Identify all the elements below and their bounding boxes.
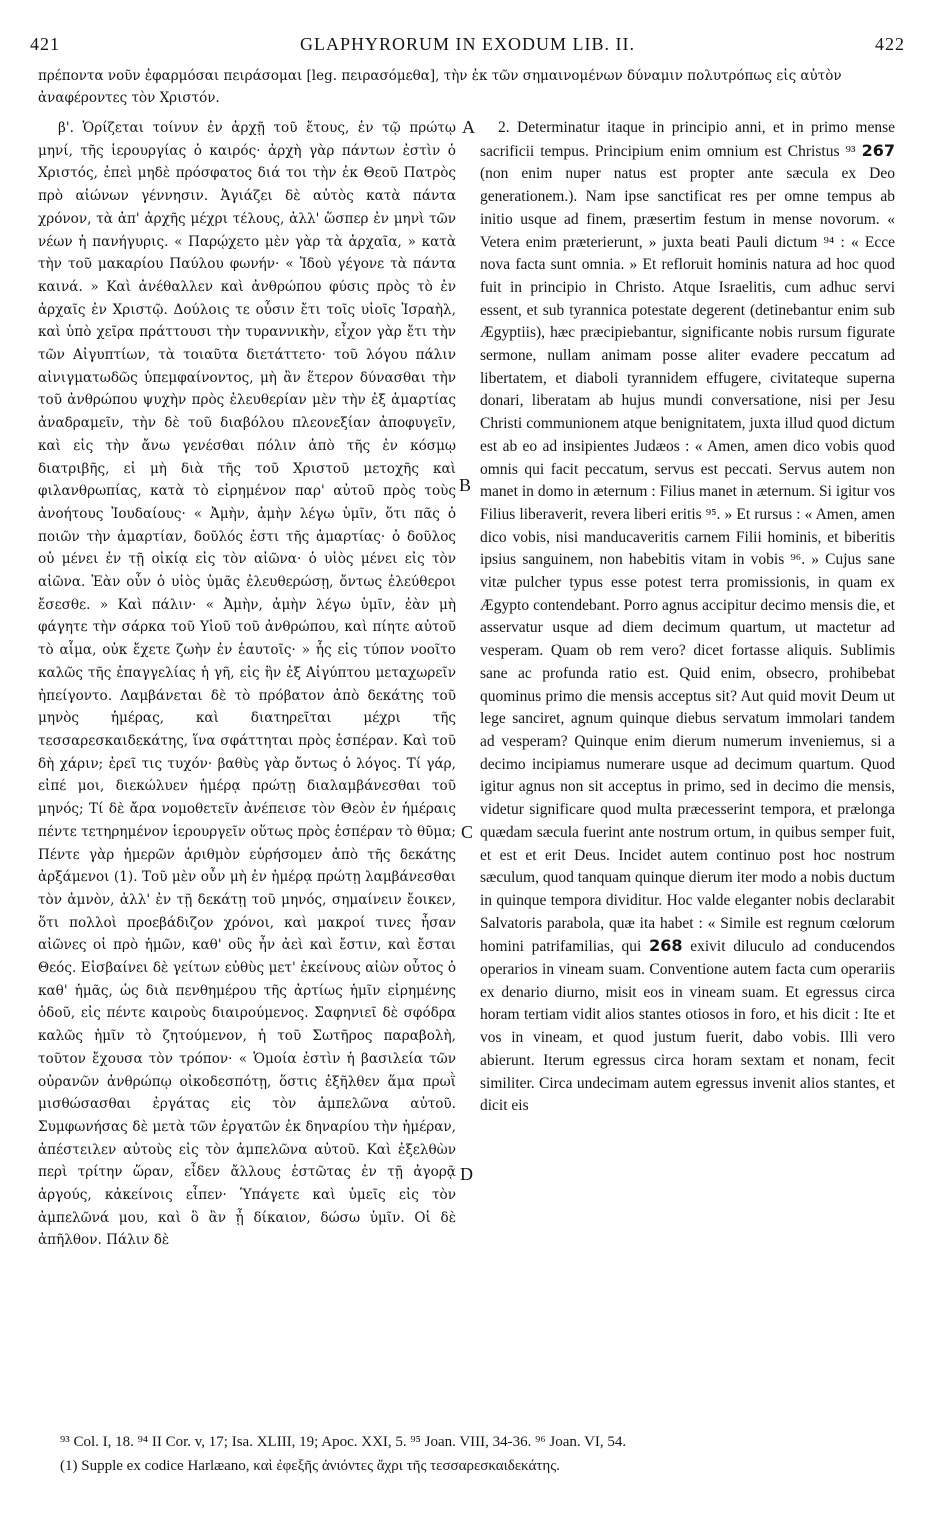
- footnote-references: ⁹³ Col. I, 18. ⁹⁴ II Cor. v, 17; Isa. XLIII, 19; Apoc. XXI, 5. ⁹⁵ Joan. VIII, 34-36. ⁹⁶ Joan. VI, 54.: [60, 1434, 627, 1450]
- page-number-right: 422: [875, 34, 905, 54]
- latin-paragraph: [480, 117, 895, 1118]
- latin-column: [480, 117, 895, 1417]
- greek-column: [38, 117, 456, 1417]
- footnotes: [60, 1430, 903, 1478]
- margin-letter-a: A: [462, 117, 475, 137]
- lead-text: πρέποντα νοῦν ἐφαρμόσαι πειράσομαι [leg. πειρασόμεθα], τὴν ἐκ τῶν σημαινομένων δύναμιν πολυτρόπως εἰς αὐτὸν ἀναφέροντες τὸν Χριστόν.: [38, 68, 842, 106]
- latin-text-part2: (non enim nuper natus est propter ante sæcula ex Deo generationem.). Nam ipse sanctificat res per omne tempus ab initio usque ad finem, præsertim festum in mense novorum. « Vetera enim præterierunt, » juxta beati Pauli dictum ⁹⁴ : « Ecce nova facta sunt omnia. » Et refloruit hominis natura ad hoc quod fuit in principio in Christo. Atque Israelitis, cum adhuc servi essent, et sub tyrannica potestate degerent (detinebantur enim sub Ægyptiis), hæc præcipiebantur, significante nobis rursum figurate sermone, nullam animam posse aliter evadere peccatum ad libertatem, et diaboli tyrannidem effugere, civitateque superna donari, liberatam ab hujus mundi conversatione, nisi per Jesu Christi communionem atque benignitatem, juxta illud quod dictum est ab eo ad insipientes Judæos : « Amen, amen dico vobis quod omnis qui facit peccatum, servus est peccati. Servus autem non manet in domo in æternum : Filius manet in æternum. Si igitur vos Filius liberaverit, revera liberi eritis ⁹⁵. » Et rursus : « Amen, amen dico vobis, nisi manducaveritis carnem Filii hominis, et biberitis ipsius sanguinem, non habebitis vitam in vobis ⁹⁶. » Cujus sane vitæ pulcher typus esse potest terra promissionis, in quam ex Ægypto contendebant. Porro agnus accipitur decimo mensis die, et asservatur usque ad diem decimum quartum, ut mactetur ad vesperam. Quam ob rem vero? dicet fortasse aliquis. Sublimis sane ac profunda ratio est. Quid enim, obsecro, prohibebat quominus primo die mensis acceptus sit? Aut quid movit Deum ut lege sanciret, agnum quinque diebus servatum immolari tandem ad vesperam? Quinque enim dierum numerum inveniemus, si a decimo incipiamus numerare usque ad decimum quartum. Quod igitur agnus non sit acceptus in primo, sed in decimo die mensis, videtur significare quod multa præcesserint tempora, et prælonga quædam sæcula fuerint ante nostrum ortum, in quibus semper fuit, et est et erit Deus. Incidet autem continuo post hoc nostrum sæculum, quod tanquam quinque dierum iter modo a nobis ductum in quinque tempora dividitur. Hoc valde eleganter nobis declarabit Salvatoris parabola, quæ ita habet : « Simile est regnum cœlorum homini patrifamilias, qui: [480, 165, 895, 956]
- running-title: GLAPHYRORUM IN EXODUM LIB. II.: [300, 34, 635, 54]
- column-number-268: 268: [649, 936, 683, 956]
- latin-text-part3: exivit diluculo ad conducendos operarios in vineam suam. Conventione autem facta cum operariis ex denario diurno, misit eos in vineam suam. Et egressus circa horam tertiam vidit alios stantes otiosos in foro, et his dicit : Ite et vos in vineam, et quod justum fuerit, dabo vobis. Illi vero abierunt. Iterum egressus circa horam sextam et nonam, fecit similiter. Circa undecimam autem egressus invenit alios stantes, et dicit eis: [480, 938, 895, 1115]
- page-number-left: 421: [30, 34, 60, 54]
- running-header: [30, 24, 905, 64]
- latin-text-part1: 2. Determinatur itaque in principio anni, et in primo mense sacrificii tempus. Principium enim omnium est Christus ⁹³: [480, 119, 895, 160]
- column-number-267: 267: [861, 140, 895, 160]
- margin-letter-c: C: [461, 822, 474, 842]
- footnote-note: (1) Supple ex codice Harlæano, καὶ ἐφεξῆς ἀνιόντες ἄχρι τῆς τεσσαρεσκαιδεκάτης.: [60, 1458, 560, 1474]
- greek-paragraph: β'. Ὁρίζεται τοίνυν ἐν ἀρχῇ τοῦ ἔτους, ἐν τῷ πρώτῳ μηνί, τῆς ἱερουργίας ὁ καιρός· ἀρχὴ γὰρ πάντων ἐστὶν ὁ Χριστός, ἐπεὶ μηδὲ πρόσφατος διά τοι τὴν ἐκ Θεοῦ Πατρὸς πρὸ αἰώνων γέννησιν. Ἁγιάζει δὲ αὐτὸς κατὰ πάντα χρόνον, τὰ ἀπ' ἀρχῆς μέχρι τέλους, ἀλλ' ὥσπερ ἐν μηνὶ τῶν νέων ἡ πανήγυρις. « Παρῴχετο μὲν γὰρ τὰ ἀρχαῖα, » κατὰ τὴν τοῦ μακαρίου Παύλου φωνήν· « Ἰδοὺ γέγονε τὰ πάντα καινά. » Καὶ ἀνέθαλλεν καὶ ἀνθρώπου φύσις πρὸς τὸ ἐν ἀρχαῖς ἐν Χριστῷ. Δούλοις τε οὖσιν ἔτι τοῖς υἱοῖς Ἰσραὴλ, καὶ ὑπὸ χεῖρα πράττουσι τὴν τυραννικὴν, εἶχον γὰρ ἔτι τὴν τῶν Αἰγυπτίων, τὰ τοιαῦτα διετάττετο· τοῦ λόγου πάλιν αἰνιγματωδῶς ὑπεμφαίνοντος, μὴ ἂν ἕτερον δύνασθαι τὴν τοῦ ἀνθρώπου ψυχὴν πρὸς ἐλευθερίαν μὲν τὴν ἐξ ἁμαρτίας ἀναδραμεῖν, τὴν δὲ τοῦ διαβόλου πλεονεξίαν ἀποφυγεῖν, καὶ εἰς τὴν ἄνω γενέσθαι πόλιν ἀπὸ τῆς ἐν κόσμῳ διατριβῆς, εἰ μὴ διὰ τῆς τοῦ Χριστοῦ μετοχῆς καὶ φιλανθρωπίας, κατὰ τὸ εἰρημένον παρ' αὐτοῦ πρὸς τοὺς ἀνοήτους Ἰουδαίους· « Ἀμὴν, ἀμὴν λέγω ὑμῖν, ὅτι πᾶς ὁ ποιῶν τὴν ἁμαρτίαν, δοῦλός ἐστι τῆς ἁμαρτίας· ὁ δοῦλος οὐ μένει ἐν τῇ οἰκίᾳ εἰς τὸν αἰῶνα· ὁ υἱὸς μένει εἰς τὸν αἰῶνα. Ἐὰν οὖν ὁ υἱὸς ὑμᾶς ἐλευθερώσῃ, ὄντως ἐλεύθεροι ἔσεσθε. » Καὶ πάλιν· « Ἀμὴν, ἀμὴν λέγω ὑμῖν, ἐὰν μὴ φάγητε τὴν σάρκα τοῦ Υἱοῦ τοῦ ἀνθρώπου, καὶ πίητε αὐτοῦ τὸ αἷμα, οὐκ ἔχετε ζωὴν ἐν ἑαυτοῖς· » ἧς εἰς τύπον νοοῖτο καλῶς τῆς ἐπαγγελίας ἡ γῆ, εἰς ἣν ἐξ Αἰγύπτου μεταχωρεῖν ἠπείγοντο. Λαμβάνεται δὲ τὸ πρόβατον ἀπὸ δεκάτης τοῦ μηνὸς ἡμέρας, καὶ διατηρεῖται μέχρι τῆς τεσσαρεσκαιδεκάτης, ἵνα σφάττηται πρὸς ἑσπέραν. Καὶ τοῦ δὴ χάριν; ἐρεῖ τις τυχόν· βαθὺς γὰρ ὄντως ὁ λόγος. Τί γάρ, εἰπέ μοι, διεκώλυεν ἡμέρᾳ πρώτῃ διαλαμβάνεσθαι τοῦ μηνός; Τί δὲ ἄρα νομοθετεῖν ἀνέπεισε τὸν Θεὸν ἐν ἡμέραις πέντε τετηρημένον ἱερουργεῖν οὕτως πρὸς ἑσπέραν τὸ θῦμα; Πέντε γὰρ ἡμερῶν ἀριθμὸν εὑρήσομεν ἀπὸ τῆς δεκάτης ἀρξάμενοι (1). Τοῦ μὲν οὖν μὴ ἐν ἡμέρᾳ πρώτῃ λαμβάνεσθαι τὸν ἀμνὸν, ἀλλ' ἐν τῇ δεκάτῃ τοῦ μηνός, σημαίνειν ἔοικεν, ὅτι πολλοὶ προεβάδιζον χρόνοι, καὶ μακροί τινες ἦσαν αἰῶνες οἱ πρὸ ἡμῶν, καθ' οὓς ἦν ἀεὶ καὶ ἔστιν, καὶ ἔσται Θεός. Εἰσβαίνει δὲ γείτων εὐθὺς μετ' ἐκείνους αἰὼν οὗτος ὁ καθ' ἡμᾶς, ὡς διὰ πενθημέρου τῆς ἀρτίως ἡμῖν εἰρημένης ὁδοῦ, εἰς πέντε καιροὺς διαιρούμενος. Σαφηνιεῖ δὲ σφόδρα καλῶς ἡμῖν τὸ ζητούμενον, ἡ τοῦ Σωτῆρος παραβολὴ, τοῦτον ἔχουσα τὸν τρόπον· « Ὁμοία ἐστὶν ἡ βασιλεία τῶν οὐρανῶν ἀνθρώπῳ οἰκοδεσπότῃ, ὅστις ἐξῆλθεν ἅμα πρωῒ μισθώσασθαι ἐργάτας εἰς τὸν ἀμπελῶνα αὐτοῦ. Συμφωνήσας δὲ μετὰ τῶν ἐργατῶν ἐκ δηναρίου τὴν ἡμέραν, ἀπέστειλεν αὐτοὺς εἰς τὸν ἀμπελῶνα αὐτοῦ. Καὶ ἐξελθὼν περὶ τρίτην ὥραν, εἶδεν ἄλλους ἑστῶτας ἐν τῇ ἀγορᾷ ἀργούς, κἀκείνοις εἶπεν· Ὑπάγετε καὶ ὑμεῖς εἰς τὸν ἀμπελῶνά μου, καὶ ὃ ἂν ᾖ δίκαιον, δώσω ὑμῖν. Οἱ δὲ ἀπῆλθον. Πάλιν δὲ: [38, 120, 456, 1249]
- margin-letter-d: D: [460, 1164, 473, 1184]
- margin-letter-b: B: [459, 475, 472, 495]
